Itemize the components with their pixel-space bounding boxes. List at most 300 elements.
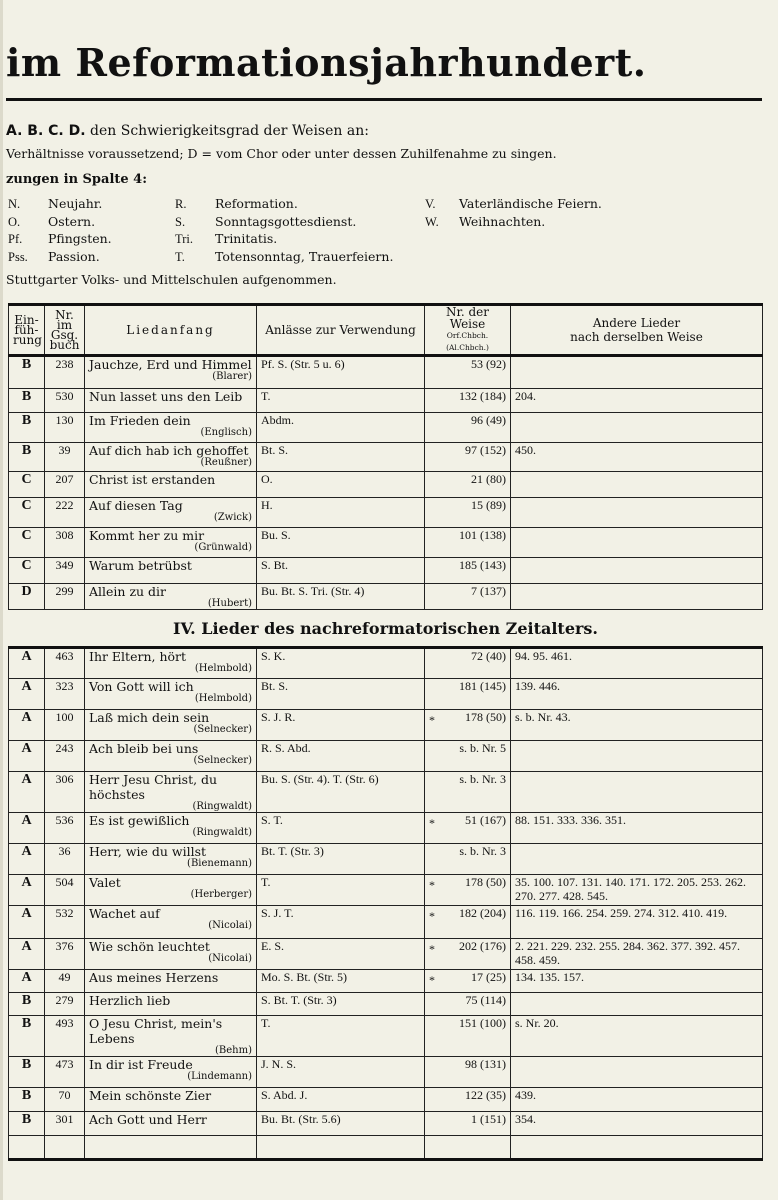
other-hymns-cell: 2. 221. 229. 232. 255. 284. 362. 377. 392. 457. 458. 459. [511,939,763,970]
tune-number-cell [425,1088,511,1112]
abbreviation-key: T. [175,249,185,264]
hymn-title: Von Gott will ich [89,679,194,694]
hymn-number-cell: 39 [45,443,85,472]
difficulty-cell: C [9,472,45,498]
hymn-title-cell [85,528,257,558]
hymn-author: (Selnecker) [193,724,252,735]
other-hymns-cell [511,844,763,875]
tune-number: 17 (25) [471,970,506,984]
difficulty-cell: B [9,993,45,1016]
other-hymns-cell: 204. [511,389,763,413]
other-hymns-cell: s. b. Nr. 43. [511,710,763,741]
tune-number: 178 (50) [465,875,506,889]
difficulty-cell: B [9,1088,45,1112]
hymn-title: Aus meines Herzens [89,970,219,985]
table-row [9,472,763,498]
tune-number: 98 (131) [465,1057,506,1071]
other-hymns-cell: 88. 151. 333. 336. 351. [511,813,763,844]
table-row [9,443,763,472]
difficulty-cell: A [9,875,45,906]
occasion-cell: J. N. S. [257,1057,425,1088]
occasion-cell: Bt. T. (Str. 3) [257,844,425,875]
hymn-title-cell [85,356,257,389]
other-hymns-cell: 139. 446. [511,679,763,710]
hymn-title: Herr Jesu Christ, du höchstes [89,772,218,802]
table-row [9,939,763,970]
hymn-title: Im Frieden dein [89,413,191,428]
hymn-number-cell: 207 [45,472,85,498]
other-hymns-cell: 134. 135. 157. [511,970,763,993]
table-body [9,356,763,1160]
tune-number-cell [425,472,511,498]
hymn-title-cell [85,443,257,472]
tune-number: s. b. Nr. 3 [459,772,506,786]
abbreviation-item [175,214,356,230]
hymn-number-cell: 130 [45,413,85,443]
occasion-cell: Bu. S. (Str. 4). T. (Str. 6) [257,772,425,813]
difficulty-cell: A [9,906,45,939]
intro-line-2: Verhältnisse voraussetzend; D = vom Chor oder unter dessen Zuhilfenahme zu singen. [6,146,557,161]
hymn-title: Kommt her zu mir [89,528,205,543]
abbreviation-item [8,231,112,247]
hymn-title-cell [85,875,257,906]
hymn-number-cell: 36 [45,844,85,875]
difficulty-cell: D [9,584,45,610]
tune-number-cell [425,558,511,584]
hymn-title: Warum betrübst [89,558,192,573]
hymn-number-cell: 530 [45,389,85,413]
abbreviation-key: O. [8,214,21,229]
hymn-number-cell: 504 [45,875,85,906]
occasion-cell: O. [257,472,425,498]
table-row [9,1088,763,1112]
hymn-author: (Bienemann) [187,858,252,869]
tune-number: 101 (138) [459,528,506,542]
abbreviation-label: Weihnachten. [459,213,546,229]
table-row [9,906,763,939]
occasion-cell: E. S. [257,939,425,970]
hymn-number-cell: 323 [45,679,85,710]
empty-cell [45,1136,85,1160]
tune-number: 132 (184) [459,389,506,403]
table-row [9,558,763,584]
hymn-number-cell: 376 [45,939,85,970]
hymn-title-cell [85,741,257,772]
header-andere-lieder: Andere Lieder nach derselben Weise [511,305,763,356]
occasion-cell: Bt. S. [257,443,425,472]
tune-number: 1 (151) [471,1112,506,1126]
hymn-title: Auf dich hab ich gehoffet [89,443,249,458]
hymn-author: (Grünwald) [194,542,252,553]
difficulty-cell: A [9,741,45,772]
hymn-number-cell: 222 [45,498,85,528]
difficulty-cell: C [9,498,45,528]
table-row [9,679,763,710]
tune-number-cell [425,1057,511,1088]
hymn-author: (Nicolai) [208,920,252,931]
hymn-title: Christ ist erstanden [89,472,216,487]
other-hymns-cell [511,472,763,498]
header-nr-weise-sub: Orf.Chbch.(Al.Chbch.) [446,331,489,352]
other-hymns-cell: s. Nr. 20. [511,1016,763,1057]
table-row [9,1016,763,1057]
hymn-author: (Helmbold) [194,693,252,704]
difficulty-cell: B [9,389,45,413]
hymn-number-cell: 238 [45,356,85,389]
hymn-number-cell: 349 [45,558,85,584]
hymn-title: Valet [89,875,121,890]
abbreviation-key: N. [8,197,21,211]
occasion-cell: S. J. R. [257,710,425,741]
tune-number: 97 (152) [465,443,506,457]
hymn-title: Mein schönste Zier [89,1088,212,1103]
tune-number-cell [425,443,511,472]
asterisk-mark: * [429,713,435,727]
table-row [9,648,763,679]
other-hymns-cell [511,772,763,813]
occasion-cell: Bu. S. [257,528,425,558]
section-title: IV. Lieder des nachreformatorischen Zeitalters. [9,610,763,648]
other-hymns-cell [511,528,763,558]
abbreviation-item [8,249,100,265]
difficulty-cell: B [9,1057,45,1088]
tune-number-cell [425,875,511,906]
hymn-title-cell [85,413,257,443]
hymn-title-cell [85,993,257,1016]
tune-number: 51 (167) [465,813,506,827]
occasion-cell: S. T. [257,813,425,844]
page-title: im Reformationsjahrhundert. [6,40,647,85]
hymn-title: Ach Gott und Herr [89,1112,207,1127]
occasion-cell: Pf. S. (Str. 5 u. 6) [257,356,425,389]
other-hymns-cell [511,1057,763,1088]
asterisk-mark: * [429,973,435,987]
tune-number: 182 (204) [459,906,506,920]
occasion-cell: Bt. S. [257,679,425,710]
hymn-author: (Reußner) [200,457,252,468]
abbreviation-item [8,196,102,212]
hymn-title: O Jesu Christ, mein's Lebens [89,1016,223,1046]
tune-number: 122 (35) [465,1088,506,1102]
empty-cell [9,1136,45,1160]
abbreviation-label: Sonntagsgottesdienst. [215,213,357,229]
difficulty-cell: A [9,710,45,741]
tune-number-cell [425,498,511,528]
difficulty-cell: A [9,648,45,679]
hymn-title-cell [85,710,257,741]
table-row [9,772,763,813]
asterisk-mark: * [429,942,435,956]
occasion-cell: S. J. T. [257,906,425,939]
table-row [9,584,763,610]
hymn-title: Herr, wie du willst [89,844,207,859]
tune-number: s. b. Nr. 3 [459,844,506,858]
hymn-title-cell [85,558,257,584]
table-row [9,875,763,906]
difficulty-cell: B [9,356,45,389]
hymn-author: (Lindemann) [187,1071,252,1082]
intro-prefix: A. B. C. D. [6,123,86,139]
abbreviation-label: Vaterländische Feiern. [459,196,602,211]
hymn-author: (Englisch) [200,427,252,438]
table-row [9,993,763,1016]
tune-number: 21 (80) [471,472,506,486]
table-row [9,413,763,443]
table-row [9,844,763,875]
hymn-author: (Ringwaldt) [192,827,252,838]
difficulty-cell: C [9,528,45,558]
hymn-author: (Hubert) [207,598,252,609]
header-nr-weise: Nr. der Weise Orf.Chbch.(Al.Chbch.) [425,305,511,356]
occasion-cell: S. Abd. J. [257,1088,425,1112]
abbreviation-label: Passion. [48,248,100,264]
hymn-number-cell: 473 [45,1057,85,1088]
tune-number-cell [425,648,511,679]
abbreviation-item [175,231,277,247]
other-hymns-cell [511,993,763,1016]
table-header-row [9,305,763,356]
hymn-title-cell [85,1016,257,1057]
occasion-cell: S. Bt. T. (Str. 3) [257,993,425,1016]
header-nr-gesangbuch: Nr. im Gsg. buch [45,305,85,356]
difficulty-cell: A [9,772,45,813]
hymn-title-cell [85,1057,257,1088]
hymn-title: Ihr Eltern, hört [89,649,187,664]
hymn-author: (Ringwaldt) [192,801,252,812]
hymn-author: (Selnecker) [193,755,252,766]
intro-line-4: Stuttgarter Volks- und Mittelschulen aufgenommen. [6,272,337,287]
tune-number: 178 (50) [465,710,506,724]
hymn-title-cell [85,906,257,939]
other-hymns-cell: 116. 119. 166. 254. 259. 274. 312. 410. 419. [511,906,763,939]
hymn-author: (Herberger) [190,889,252,900]
abbreviation-key: V. [425,197,436,211]
hymn-author: (Behm) [215,1045,252,1056]
tune-number: 151 (100) [459,1016,506,1030]
empty-row [9,1136,763,1160]
tune-number-cell [425,813,511,844]
abbreviation-key: Pss. [8,249,28,264]
other-hymns-cell: 450. [511,443,763,472]
intro-line-1 [6,123,369,139]
tune-number-cell [425,528,511,558]
other-hymns-cell [511,584,763,610]
header-anlaesse: Anlässe zur Verwendung [257,305,425,356]
abbreviation-key: R. [175,197,187,211]
tune-number-cell [425,939,511,970]
hymn-title-cell [85,648,257,679]
difficulty-cell: A [9,939,45,970]
section-heading-row [9,610,763,648]
tune-number-cell [425,679,511,710]
tune-number: 53 (92) [471,357,506,371]
title-rule [6,98,762,101]
abbreviation-item [175,196,298,212]
table-row [9,1112,763,1136]
table-row [9,528,763,558]
table-row [9,813,763,844]
hymn-number-cell: 301 [45,1112,85,1136]
occasion-cell: R. S. Abd. [257,741,425,772]
other-hymns-cell: 94. 95. 461. [511,648,763,679]
difficulty-cell: A [9,679,45,710]
hymn-title-cell [85,679,257,710]
abbreviation-label: Trinitatis. [215,231,278,246]
hymn-title-cell [85,1088,257,1112]
hymn-title-cell [85,772,257,813]
hymn-number-cell: 493 [45,1016,85,1057]
tune-number-cell [425,1112,511,1136]
hymn-number-cell: 463 [45,648,85,679]
difficulty-cell: C [9,558,45,584]
hymn-number-cell: 306 [45,772,85,813]
table-row [9,710,763,741]
tune-number: 15 (89) [471,498,506,512]
empty-cell [257,1136,425,1160]
abbreviation-key: S. [175,214,186,229]
hymn-title: Auf diesen Tag [89,498,183,513]
hymn-title-cell [85,939,257,970]
tune-number-cell [425,584,511,610]
tune-number: 202 (176) [459,939,506,953]
occasion-cell: S. Bt. [257,558,425,584]
hymn-author: (Nicolai) [208,953,252,964]
table-row [9,970,763,993]
hymn-title-cell [85,844,257,875]
hymn-title: Nun lasset uns den Leib [89,389,243,404]
abbreviation-label: Totensonntag, Trauerfeiern. [215,248,394,264]
hymn-title: Wachet auf [89,906,160,921]
hymn-title: Es ist gewißlich [89,813,190,828]
tune-number-cell [425,772,511,813]
occasion-cell: T. [257,875,425,906]
other-hymns-cell: 354. [511,1112,763,1136]
hymn-title: Wie schön leuchtet [89,939,210,954]
hymn-title: Herzlich lieb [89,993,171,1008]
hymn-author: (Helmbold) [194,663,252,674]
tune-number-cell [425,741,511,772]
difficulty-cell: A [9,813,45,844]
tune-number: 181 (145) [459,679,506,693]
tune-number: 185 (143) [459,558,506,572]
occasion-cell: Abdm. [257,413,425,443]
hymn-number-cell: 536 [45,813,85,844]
hymn-title: Ach bleib bei uns [89,741,199,756]
other-hymns-cell: 35. 100. 107. 131. 140. 171. 172. 205. 253. 262. 270. 277. 428. 545. [511,875,763,906]
difficulty-cell: B [9,1112,45,1136]
asterisk-mark: * [429,909,435,923]
abbreviation-item [8,214,95,230]
empty-cell [425,1136,511,1160]
hymn-number-cell: 100 [45,710,85,741]
hymn-number-cell: 532 [45,906,85,939]
tune-number: s. b. Nr. 5 [459,741,506,755]
occasion-cell: H. [257,498,425,528]
hymn-number-cell: 308 [45,528,85,558]
other-hymns-cell [511,558,763,584]
asterisk-mark: * [429,816,435,830]
abbreviation-key: Pf. [8,232,23,246]
table-row [9,356,763,389]
tune-number-cell [425,413,511,443]
asterisk-mark: * [429,878,435,892]
abbreviation-key: Tri. [175,232,193,246]
abbreviation-label: Reformation. [215,196,298,211]
abbreviation-item [425,214,545,230]
hymn-number-cell: 279 [45,993,85,1016]
header-liedanfang: Liedanfang [85,305,257,356]
difficulty-cell: A [9,970,45,993]
occasion-cell: T. [257,389,425,413]
hymn-table [8,303,763,1161]
tune-number-cell [425,906,511,939]
other-hymns-cell: 439. [511,1088,763,1112]
abbreviation-label: Ostern. [48,213,96,229]
hymn-author: (Zwick) [213,512,252,523]
hymn-title-cell [85,813,257,844]
hymn-number-cell: 299 [45,584,85,610]
difficulty-cell: B [9,1016,45,1057]
page-edge [0,0,3,1200]
header-einfuehrung: Ein- füh- rung [9,305,45,356]
hymn-title: Allein zu dir [89,584,167,599]
other-hymns-cell [511,413,763,443]
hymn-number-cell: 70 [45,1088,85,1112]
tune-number-cell [425,844,511,875]
other-hymns-cell [511,741,763,772]
tune-number-cell [425,1016,511,1057]
hymn-title-cell [85,970,257,993]
occasion-cell: Bu. Bt. (Str. 5.6) [257,1112,425,1136]
abbreviation-key: W. [425,214,439,229]
hymn-title-cell [85,389,257,413]
hymn-title-cell [85,472,257,498]
table-row [9,741,763,772]
difficulty-cell: B [9,443,45,472]
occasion-cell: S. K. [257,648,425,679]
hymn-title-cell [85,1112,257,1136]
occasion-cell: T. [257,1016,425,1057]
tune-number: 75 (114) [465,993,506,1007]
hymn-title-cell [85,584,257,610]
hymn-title: Laß mich dein sein [89,710,210,725]
empty-cell [85,1136,257,1160]
tune-number-cell [425,710,511,741]
occasion-cell: Mo. S. Bt. (Str. 5) [257,970,425,993]
other-hymns-cell [511,356,763,389]
table-row [9,498,763,528]
table-row [9,389,763,413]
difficulty-cell: B [9,413,45,443]
tune-number: 96 (49) [471,413,506,427]
table-row [9,1057,763,1088]
difficulty-cell: A [9,844,45,875]
tune-number: 7 (137) [471,584,506,598]
tune-number-cell [425,970,511,993]
tune-number: 72 (40) [471,649,506,663]
abbreviation-label: Neujahr. [48,196,103,211]
hymn-author: (Blarer) [212,371,252,382]
abbreviation-item [175,249,393,265]
intro-line-3: zungen in Spalte 4: [6,172,148,187]
occasion-cell: Bu. Bt. S. Tri. (Str. 4) [257,584,425,610]
abbreviation-item [425,196,602,212]
tune-number-cell [425,356,511,389]
intro-line-1-text: den Schwierigkeitsgrad der Weisen an: [90,123,369,139]
hymn-title: In dir ist Freude [89,1057,193,1072]
hymn-title-cell [85,498,257,528]
empty-cell [511,1136,763,1160]
